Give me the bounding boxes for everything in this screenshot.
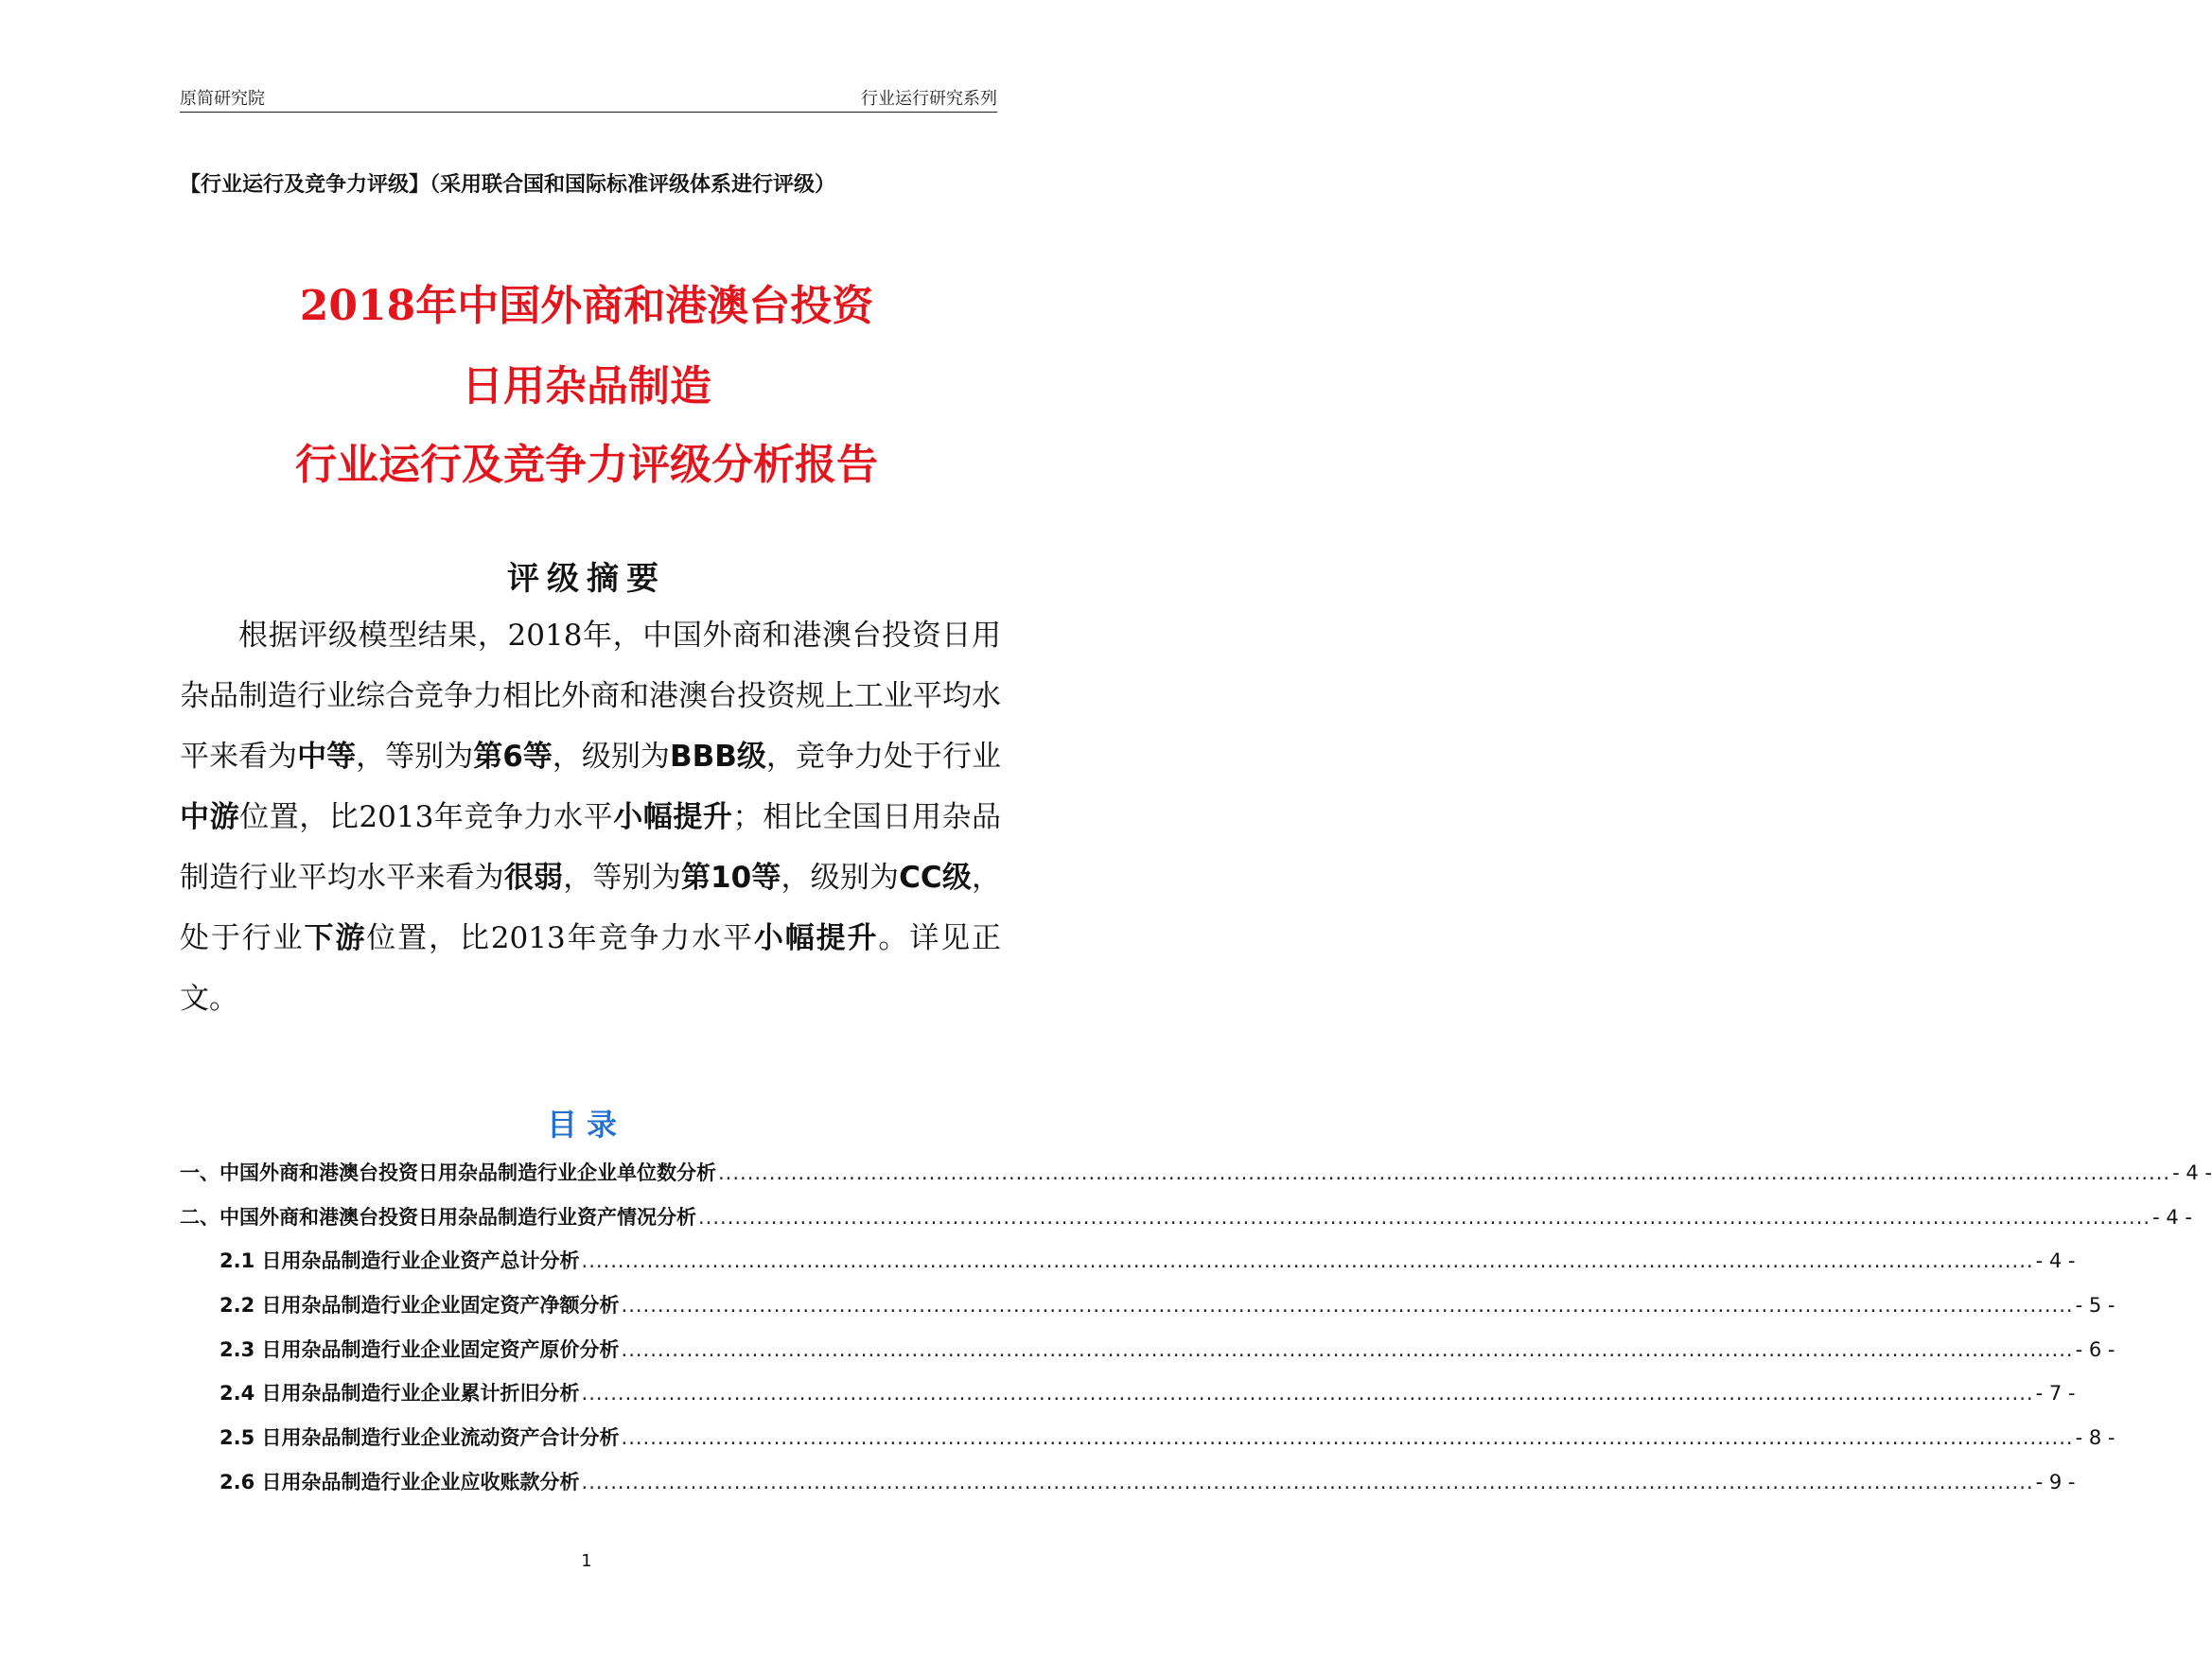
- summary-highlight: 小幅提升: [753, 921, 879, 955]
- toc-entry-label: 2.3 日用杂品制造行业企业固定资产原价分析: [219, 1337, 620, 1361]
- toc-entry[interactable]: [180, 1467, 2076, 1511]
- toc-leader-dots: ........................................................................................................................................................................................................: [581, 1249, 2034, 1273]
- summary-highlight: BBB级: [669, 740, 766, 774]
- summary-highlight: 中等: [297, 740, 357, 774]
- toc-entry-label: 2.4 日用杂品制造行业企业累计折旧分析: [219, 1382, 580, 1406]
- toc-entry-page: - 4 -: [2035, 1249, 2076, 1273]
- toc-entry[interactable]: [180, 1202, 2192, 1247]
- summary-text: ，级别为: [552, 740, 670, 774]
- toc-leader-dots: ........................................................................................................................................................................................................: [581, 1470, 2034, 1493]
- summary-highlight: 中游: [180, 800, 240, 834]
- toc-entry-page: - 6 -: [2075, 1337, 2115, 1361]
- toc-entry-page: - 4 -: [2152, 1205, 2192, 1229]
- toc-entry-label: 二、中国外商和港澳台投资日用杂品制造行业资产情况分析: [180, 1205, 696, 1229]
- report-title-line1: 2018年中国外商和港澳台投资: [299, 282, 874, 330]
- summary-highlight: 小幅提升: [613, 800, 733, 834]
- toc-heading: 目录: [546, 1107, 626, 1143]
- page-number: 1: [581, 1551, 592, 1571]
- toc-entry[interactable]: [180, 1158, 2212, 1202]
- summary-highlight: CC级: [899, 861, 973, 895]
- summary-text: 。详见正文。: [180, 921, 1001, 1016]
- toc-entry-page: - 9 -: [2035, 1470, 2076, 1493]
- page-header: [180, 83, 997, 113]
- summary-highlight: 很弱: [503, 861, 564, 895]
- toc-entry-label: 2.1 日用杂品制造行业企业资产总计分析: [219, 1249, 580, 1273]
- toc-entry[interactable]: [180, 1378, 2076, 1423]
- summary-text: 根据评级模型结果，2018年，中国外商和港澳台投资日用杂品制造行业综合竞争力相比外商和港澳台投资规上工业平均水平来看为: [180, 619, 1001, 774]
- summary-text: ，级别为: [781, 861, 900, 895]
- header-series-name: 行业运行研究系列: [861, 89, 997, 109]
- header-org-name: 原简研究院: [180, 89, 265, 109]
- toc-entry-page: - 4 -: [2172, 1161, 2212, 1184]
- toc-entry-label: 2.6 日用杂品制造行业企业应收账款分析: [219, 1470, 580, 1493]
- toc-entry-label: 2.5 日用杂品制造行业企业流动资产合计分析: [219, 1426, 620, 1450]
- toc-entry[interactable]: [180, 1246, 2076, 1290]
- summary-text: ，处于行业: [180, 861, 1002, 955]
- toc-entry-label: 2.2 日用杂品制造行业企业固定资产净额分析: [219, 1294, 620, 1318]
- toc-entry[interactable]: [180, 1423, 2115, 1467]
- toc-entry[interactable]: [180, 1290, 2115, 1335]
- summary-text: 位置，比2013年竞争力水平: [366, 921, 754, 955]
- report-title-line2: 日用杂品制造: [462, 362, 711, 410]
- toc-leader-dots: ........................................................................................................................................................................................................: [621, 1337, 2074, 1361]
- summary-paragraph: [180, 605, 1001, 1029]
- summary-highlight: 下游: [304, 921, 367, 955]
- toc-entry-page: - 5 -: [2075, 1294, 2115, 1318]
- summary-text: ，等别为: [356, 740, 474, 774]
- summary-highlight: 第10等: [680, 861, 781, 895]
- toc-entry-page: - 8 -: [2075, 1426, 2115, 1450]
- summary-text: ；相比全国日用杂品制造行业平均水平来看为: [180, 800, 1002, 895]
- summary-highlight: 第6等: [473, 740, 553, 774]
- summary-heading: 评级摘要: [507, 560, 666, 598]
- summary-text: ，竞争力处于行业: [765, 740, 1002, 774]
- toc-entry[interactable]: [180, 1335, 2115, 1379]
- toc-leader-dots: ........................................................................................................................................................................................................: [698, 1205, 2151, 1229]
- toc-leader-dots: ........................................................................................................................................................................................................: [621, 1426, 2074, 1450]
- toc-leader-dots: ........................................................................................................................................................................................................: [621, 1294, 2074, 1318]
- summary-text: ，等别为: [563, 861, 681, 895]
- report-title-line3: 行业运行及竞争力评级分析报告: [295, 441, 878, 489]
- report-subtitle: 【行业运行及竞争力评级】（采用联合国和国际标准评级体系进行评级）: [180, 173, 836, 197]
- toc-entry-page: - 7 -: [2035, 1382, 2076, 1406]
- summary-text: 位置，比2013年竞争力水平: [239, 800, 614, 834]
- toc-leader-dots: ........................................................................................................................................................................................................: [581, 1382, 2034, 1406]
- toc-entry-label: 一、中国外商和港澳台投资日用杂品制造行业企业单位数分析: [180, 1161, 716, 1184]
- toc-leader-dots: ........................................................................................................................................................................................................: [718, 1161, 2171, 1184]
- table-of-contents: [180, 1158, 2212, 1511]
